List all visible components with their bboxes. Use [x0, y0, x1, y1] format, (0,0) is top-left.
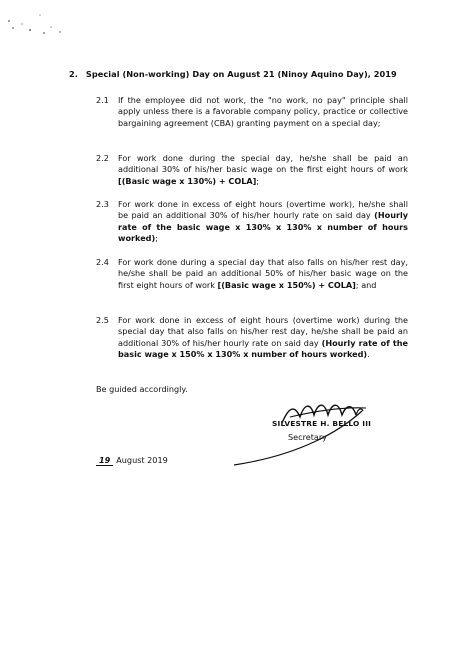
provision-number: 2.4 — [96, 257, 109, 267]
provision-text: For work done during a special day that also falls on his/her rest day, he/she shall be paid an additional 50% of his/her basic wage on the first eight hours of work — [118, 257, 408, 290]
section-title: Special (Non-working) Day on August 21 (Ninoy Aquino Day), 2019 — [85, 69, 397, 79]
provision-suffix: ; — [256, 175, 260, 186]
provision-formula: (Hourly rate of the basic wage x 130% x 130% x number of hours worked) — [118, 210, 408, 244]
memo-date — [96, 455, 168, 466]
date-day: 19 — [96, 455, 113, 466]
provision-text: For work done in excess of eight hours (overtime work), he/she shall be paid an additional 30% of his/her hourly rate on said day — [118, 199, 408, 221]
provision-text: For work done in excess of eight hours (overtime work) during the special day that also falls on his/her rest day, he/she shall be paid an additional 30% of his/her hourly rate on said day — [118, 315, 408, 348]
provision-formula: [(Basic wage x 130%) + COLA] — [118, 175, 257, 186]
provision-2-2 — [96, 153, 408, 187]
signatory-title: Secretary — [288, 432, 327, 442]
provision-2-3 — [96, 199, 408, 245]
date-month-year: August 2019 — [116, 455, 168, 465]
provision-number: 2.1 — [96, 95, 109, 105]
provision-2-5 — [96, 315, 408, 361]
provision-number: 2.3 — [96, 199, 109, 209]
provision-text: For work done during the special day, he/she shall be paid an additional 30% of his/her basic wage on the first eight hours of work — [118, 153, 408, 175]
provision-formula: [(Basic wage x 150%) + COLA] — [217, 279, 356, 290]
provision-number: 2.5 — [96, 315, 109, 325]
section-number: 2. — [69, 69, 78, 79]
provision-number: 2.2 — [96, 153, 109, 163]
provision-2-1 — [96, 95, 408, 129]
provision-suffix: ; — [155, 233, 158, 244]
closing-line: Be guided accordingly. — [96, 384, 188, 394]
provision-formula: (Hourly rate of the basic wage x 150% x 130% x number of hours worked) — [118, 337, 408, 360]
provision-suffix: ; and — [355, 279, 377, 290]
scan-specks — [0, 0, 80, 50]
provision-text: If the employee did not work, the "no work, no pay" principle shall apply unless there is a favorable company policy, practice or collective bargaining agreement (CBA) granting payment on a special day; — [118, 95, 408, 128]
provision-2-4 — [96, 257, 408, 291]
signature-block — [230, 395, 400, 475]
signatory-name: SILVESTRE H. BELLO III — [272, 419, 372, 428]
section-heading — [69, 69, 429, 79]
provision-suffix: . — [367, 349, 370, 360]
